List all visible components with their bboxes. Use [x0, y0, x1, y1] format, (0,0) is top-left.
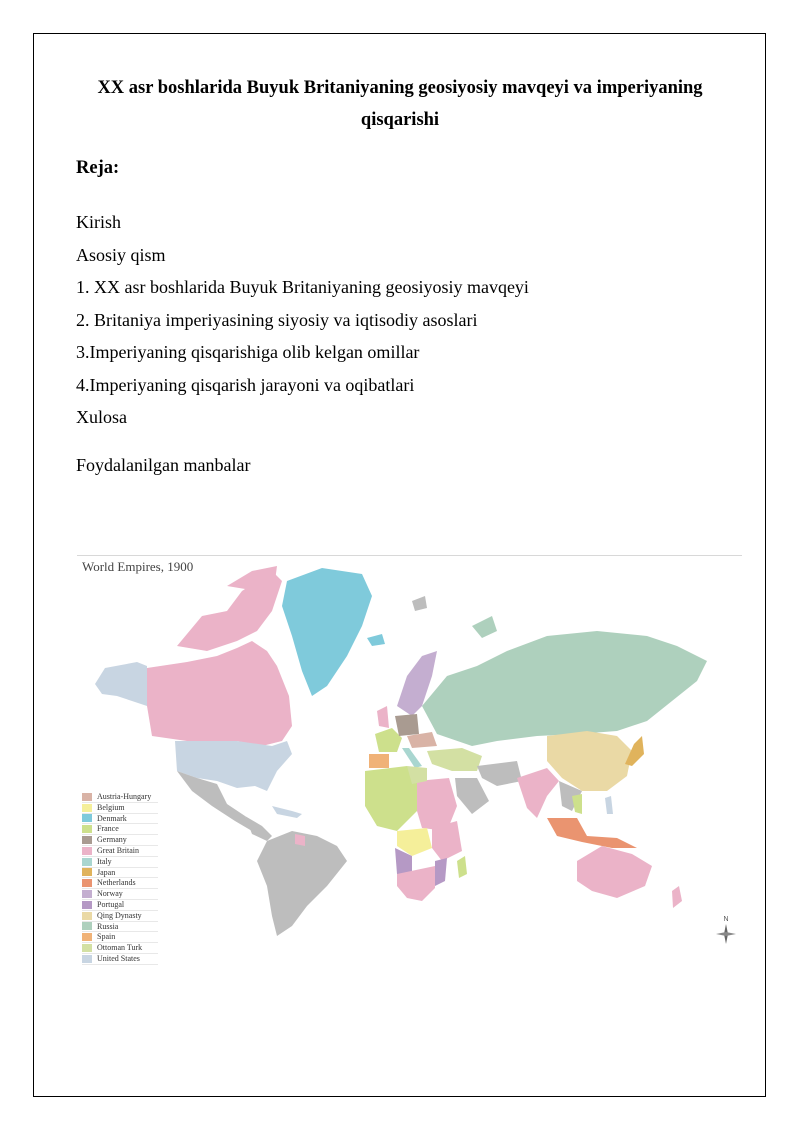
region-germany	[395, 714, 419, 736]
region-east-africa	[432, 821, 462, 861]
legend-label: Ottoman Turk	[97, 943, 143, 953]
legend-label: Japan	[97, 867, 116, 877]
legend-item	[82, 878, 158, 889]
legend-item	[82, 857, 158, 868]
plan-item: Kirish	[76, 212, 121, 232]
region-indochina	[572, 794, 582, 814]
legend-swatch	[82, 901, 92, 909]
legend-swatch	[82, 879, 92, 887]
legend-swatch	[82, 847, 92, 855]
legend-item	[82, 868, 158, 879]
region-iceland	[367, 634, 385, 646]
region-svalbard	[412, 596, 427, 611]
legend-item	[82, 814, 158, 825]
region-madagascar	[457, 856, 467, 878]
map-legend	[82, 792, 158, 965]
region-greenland	[282, 568, 372, 696]
document-title: XX asr boshlarida Buyuk Britaniyaning geosiyosiy mavqeyi va imperiyaning qisqarishi	[97, 78, 703, 130]
legend-label: Austria-Hungary	[97, 792, 152, 801]
compass-icon	[714, 914, 738, 948]
legend-item	[82, 835, 158, 846]
legend-label: Russia	[97, 921, 119, 931]
region-canada	[147, 641, 292, 746]
region-new-zealand	[672, 886, 682, 908]
legend-swatch	[82, 890, 92, 898]
region-france	[375, 728, 402, 752]
region-uk	[377, 706, 389, 728]
world-empires-map	[77, 555, 742, 963]
legend-label: France	[97, 824, 119, 834]
legend-item	[82, 792, 158, 803]
legend-item	[82, 824, 158, 835]
legend-swatch	[82, 955, 92, 963]
legend-label: Germany	[97, 835, 127, 845]
legend-label: Qing Dynasty	[97, 910, 142, 920]
region-spain	[369, 754, 389, 768]
legend-swatch	[82, 804, 92, 812]
map-drawing	[77, 556, 742, 953]
plan-item: Asosiy qism	[76, 244, 166, 265]
region-caribbean	[272, 806, 302, 818]
legend-swatch	[82, 944, 92, 952]
compass-north-label: N	[723, 916, 729, 923]
plan-list	[76, 209, 529, 437]
legend-item	[82, 932, 158, 943]
legend-item	[82, 846, 158, 857]
plan-item: 4.Imperiyaning qisqarish jarayoni va oqibatlari	[76, 374, 415, 395]
legend-item	[82, 900, 158, 911]
legend-item	[82, 922, 158, 933]
plan-item: 2. Britaniya imperiyasining siyosiy va iqtisodiy asoslari	[76, 309, 478, 330]
legend-swatch	[82, 933, 92, 941]
region-ottoman	[427, 748, 482, 771]
region-alaska	[95, 662, 147, 706]
legend-item	[82, 943, 158, 954]
legend-label: Netherlands	[97, 878, 136, 888]
legend-swatch	[82, 922, 92, 930]
region-india	[517, 768, 559, 818]
legend-item	[82, 889, 158, 900]
legend-item	[82, 911, 158, 922]
region-mozambique	[435, 858, 447, 886]
legend-label: Spain	[97, 932, 116, 942]
legend-label: Italy	[97, 856, 112, 866]
region-south-america	[257, 831, 347, 936]
plan-heading: Reja:	[76, 158, 120, 178]
legend-label: Great Britain	[97, 845, 139, 855]
legend-item	[82, 954, 158, 965]
plan-item: Xulosa	[76, 407, 127, 427]
region-italy	[402, 748, 422, 768]
region-russia	[422, 631, 707, 746]
legend-swatch	[82, 912, 92, 920]
plan-item: 3.Imperiyaning qisqarishiga olib kelgan omillar	[76, 342, 420, 362]
legend-swatch	[82, 793, 92, 801]
region-indonesia	[547, 818, 637, 848]
legend-swatch	[82, 858, 92, 866]
region-australia	[577, 846, 652, 898]
legend-label: Norway	[97, 889, 123, 899]
legend-swatch	[82, 836, 92, 844]
sources-heading: Foydalanilgan manbalar	[76, 455, 251, 475]
legend-swatch	[82, 814, 92, 822]
legend-label: Belgium	[97, 802, 125, 812]
region-guiana	[295, 834, 305, 846]
legend-item	[82, 803, 158, 814]
legend-swatch	[82, 825, 92, 833]
region-russia-arctic	[472, 616, 497, 638]
map-title: World Empires, 1900	[82, 559, 194, 574]
region-persia	[477, 761, 522, 786]
legend-label: United States	[97, 953, 140, 963]
legend-label: Portugal	[97, 899, 125, 909]
legend-swatch	[82, 868, 92, 876]
legend-label: Denmark	[97, 813, 127, 823]
region-philippines	[605, 796, 613, 814]
region-arabia	[455, 778, 489, 814]
plan-item: 1. XX asr boshlarida Buyuk Britaniyaning geosiyosiy mavqeyi	[76, 277, 529, 297]
compass-cross	[716, 932, 736, 936]
